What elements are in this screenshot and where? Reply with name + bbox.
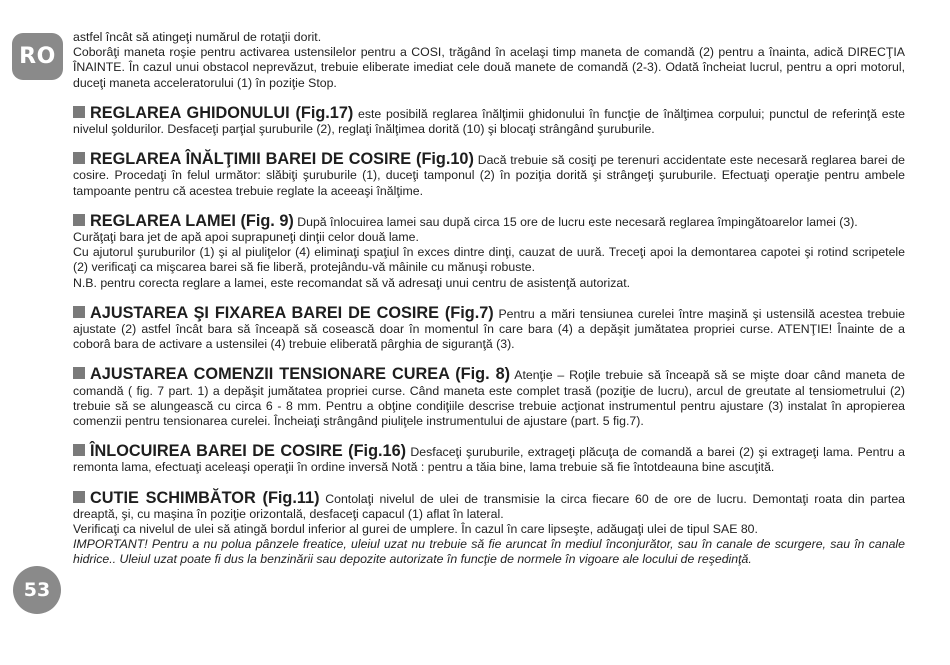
language-badge: RO [12, 33, 63, 80]
section-heading: AJUSTAREA COMENZII TENSIONARE CUREA (Fig. 8) [90, 365, 511, 384]
important-note: IMPORTANT! Pentru a nu polua pânzele freatice, uleiul uzat nu trebuie să fie aruncat în mediul înconjurător, sau în canale de scurgere, sau în canale hidrice.. Uleiul uzat poate fi dus la benzinării sau depozite autorizate în funcţie de normele în vigoare ale locului de reşedinţă. [73, 537, 905, 567]
bullet-square-icon [73, 152, 85, 164]
section-paragraph [73, 367, 905, 429]
section-heading: CUTIE SCHIMBĂTOR (Fig.11) [90, 488, 320, 507]
bullet-square-icon [73, 444, 85, 456]
section-text: Verificaţi ca nivelul de ulei să atingă bordul inferior al gurei de umplere. În cazul în care lipseşte, adăugaţi ulei de tipul SAE 80. [73, 522, 758, 537]
bullet-square-icon [73, 214, 85, 226]
section-heading: AJUSTAREA ŞI FIXAREA BAREI DE COSIRE (Fig.7) [90, 303, 494, 322]
bullet-square-icon [73, 106, 85, 118]
section [73, 152, 905, 199]
section-paragraph [73, 522, 905, 537]
section [73, 367, 905, 429]
section-paragraph [73, 444, 905, 475]
section-text: Pentru a mări tensiunea curelei între maşină şi ustensilă acestea trebuie ajustate (2) astfel încât bara să înceapă să cosească doar în momentul în care bara (4) a depăşit jumătatea propriei curse. ATENŢIE! Înainte de a coborâ bara de activare a ustensilei (4) trebuie eliberată pârghia de siguranţă (3). [73, 306, 905, 352]
document-body [73, 30, 905, 568]
bullet-square-icon [73, 306, 85, 318]
section [73, 488, 905, 568]
section [73, 444, 905, 475]
section [73, 103, 905, 137]
section-paragraph [73, 488, 905, 522]
intro-line: Coborâţi maneta roşie pentru activarea ustensilelor pentru a COSI, trăgând în acelaşi timp maneta de comandă (2) pentru a înainta, adică DIRECŢIA ÎNAINTE. În cazul unui obstacol neprevăzut, trebuie eliberate imediat cele două manete de comandă (2-3). Odată încheiat lucrul, pentru a opri motorul, duceţi maneta acceleratorului (1) în poziţie Stop. [73, 45, 905, 90]
intro-line: astfel încât să atingeţi numărul de rotaţii dorit. [73, 30, 322, 44]
section-text: Contolaţi nivelul de ulei de transmisie la circa fiecare 60 de ore de lucru. Demontaţi roata din partea dreaptă, şi, cu maşina în poziţie orizontală, desfaceţi capacul (1) aflat în lateral. [73, 491, 905, 521]
intro-paragraph [73, 30, 905, 91]
section-paragraph [73, 103, 905, 137]
section-text: După înlocuirea lamei sau după circa 15 ore de lucru este necesară reglarea împingătoarelor lamei (3). [293, 214, 858, 229]
bullet-square-icon [73, 367, 85, 379]
bullet-square-icon [73, 491, 85, 503]
section-paragraph [73, 303, 905, 353]
section-text: N.B. pentru corecta reglare a lamei, este recomandat să vă adresaţi unui centru de asistenţă autorizat. [73, 275, 631, 290]
section-paragraph [73, 211, 905, 230]
section-paragraph [73, 230, 905, 245]
section-paragraph [73, 276, 905, 291]
page-number: 53 [13, 566, 61, 614]
section-text: Desfaceţi şuruburile, extrageţi plăcuţa de comandă a barei (2) şi extrageţi lama. Pentru a remonta lama, efectuaţi aceleaşi operaţii în ordine inversă Notă : pentru a tăia bine, lama trebuie să fie întotdeauna bine ascuţită. [73, 445, 905, 475]
section-text: este posibilă reglarea înălţimii ghidonului în funcţie de înălţimea corpului; punctul de referinţă este nivelul şoldurilor. Desfaceţi parţial şuruburile (2), reglaţi înălţimea dorită (10) şi blocaţi strângând şuruburile. [73, 106, 905, 137]
section-paragraph [73, 245, 905, 275]
section-text: Dacă trebuie să cosiţi pe terenuri accidentate este necesară reglarea barei de cosire. Procedaţi în felul următor: slăbiţi şuruburile (1), duceţi tamponul (2) în poziţia dorită şi strângeţi şuruburile. Efectuaţi operaţie pentru ambele tampoante pentru că acestea trebuie reglate la aceeaşi înălţime. [73, 153, 905, 198]
section-heading: ÎNLOCUIREA BAREI DE COSIRE (Fig.16) [90, 442, 407, 461]
section [73, 303, 905, 353]
section-paragraph [73, 152, 905, 199]
section-heading: REGLAREA GHIDONULUI (Fig.17) [90, 103, 354, 122]
section [73, 211, 905, 291]
section-text: Cu ajutorul şuruburilor (1) şi al piuliţelor (4) eliminaţi spaţiul în exces dintre dinţi, cauzat de uură. Treceţi apoi la demontarea capotei şi rotind scripetele (2) verificaţi ca mişcarea barei să fie liberă, protejându-vă mâinile cu mănuşi robuste. [73, 245, 905, 275]
section-heading: REGLAREA LAMEI (Fig. 9) [90, 211, 294, 230]
section-heading: REGLAREA ÎNĂLŢIMII BAREI DE COSIRE (Fig.10) [90, 150, 474, 169]
section-text: Atenţie – Roţile trebuie să înceapă să se mişte doar când maneta de comandă ( fig. 7 part. 1) a depăşit jumătatea propriei curse. Când maneta este complet trasă (poziţie de lucru), arcul de greutate al tensiometrului (2) trebuie să se alungească cu circa 6 - 8 mm. Pentru a obţine condiţiile descrise trebuie acţionat instrumentul pentru ajustare (3) instalat în apropierea comenzii pentru tensionarea curelei. Încheiaţi strângând piuliţele instrumentului de ajustare (part. 5 fig.7). [73, 368, 905, 429]
section-text: Curăţaţi bara jet de apă apoi suprapuneţi dinţii celor două lame. [73, 230, 419, 245]
